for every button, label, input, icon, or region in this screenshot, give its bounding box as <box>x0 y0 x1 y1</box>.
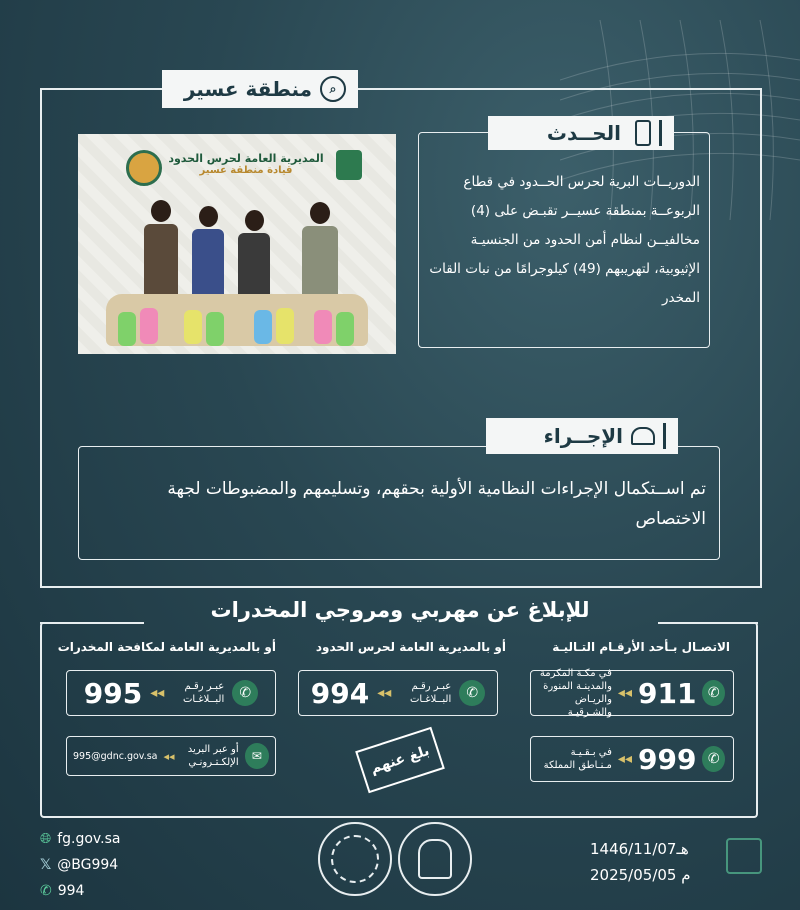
action-heading: الإجــراء <box>543 424 623 448</box>
hotline-999-number: 999 <box>637 742 697 776</box>
alarm-light-icon <box>631 427 655 445</box>
map-search-icon: ⌕ <box>320 76 346 102</box>
photo-banner-line1: المديرية العامة لحرس الحدود <box>168 152 324 165</box>
seized-bundle <box>206 312 224 346</box>
footer-contacts <box>40 826 120 904</box>
hotline-995-card[interactable] <box>66 670 276 716</box>
phone-icon: ✆ <box>702 680 725 706</box>
seized-bundle <box>184 310 202 344</box>
phone-icon: ✆ <box>40 883 52 899</box>
date-gregorian: 2025/05/05 م <box>590 866 691 884</box>
email-card[interactable] <box>66 736 276 776</box>
event-heading-pill <box>488 116 674 150</box>
action-body: تم اســتكمال الإجراءات النظامية الأولية بحقهم، وتسليمهم والمضبوطات لجهة الاختصاص <box>167 479 706 529</box>
hotline-994-number: 994 <box>310 676 370 710</box>
action-heading-pill <box>486 418 678 454</box>
chevron-left-icon: ◂◂ <box>377 685 392 701</box>
website-link[interactable]: fg.gov.sa <box>57 831 121 847</box>
report-frame-top-left <box>40 622 144 624</box>
footer-dates <box>590 836 720 888</box>
chevron-left-icon: ◂◂ <box>617 751 632 767</box>
seized-bundle <box>276 308 294 344</box>
col3-heading: أو بالمديرية العامة لمكافحة المخدرات <box>57 640 276 654</box>
event-body: الدوريــات البرية لحرس الحــدود في قطاع الربوعــة بمنطقة عسيــر تقبـض على (4) مخالفيــن لنظام أمن الحدود من الجنسيـة الإثيوبية، لتهريبهم (49) كيلوجرامًا من نبات القات المخدر <box>429 174 700 306</box>
seized-bundle <box>254 310 272 344</box>
phone-icon: ✆ <box>232 680 258 706</box>
hotline-911-number: 911 <box>637 676 697 710</box>
globe-icon: 🌐︎ <box>40 831 52 847</box>
footer-phone[interactable]: 994 <box>57 883 85 899</box>
hotline-995-number: 995 <box>83 676 143 710</box>
report-stamp-text: بلغ عنهم <box>368 742 432 778</box>
seized-bundle <box>140 308 158 344</box>
banner-emblem-right <box>336 150 362 180</box>
event-heading: الحــدث <box>546 121 621 145</box>
phone-icon: ✆ <box>459 680 485 706</box>
hotline-911-desc: في مكـة المكرمة والمدينـة المنورة والريـاض والشـرقيـة <box>539 668 612 718</box>
hotline-995-desc: عبـر رقـم البــلاغـات <box>182 681 225 705</box>
report-title: للإبلاغ عن مهربي ومروجي المخدرات <box>210 598 590 622</box>
envelope-icon: ✉ <box>245 743 269 769</box>
walkie-talkie-icon <box>635 120 651 146</box>
hotline-911-card[interactable] <box>530 670 734 716</box>
chevron-left-icon: ◂◂ <box>163 749 175 763</box>
seized-bundle <box>314 310 332 344</box>
region-title-pill <box>162 70 358 108</box>
twitter-handle[interactable]: @BG994 <box>57 857 119 873</box>
report-frame-top-right <box>658 622 758 624</box>
chevron-left-icon: ◂◂ <box>617 685 632 701</box>
phone-icon: ✆ <box>702 746 725 772</box>
photo-banner-line2: قيادة منطقة عسير <box>199 165 293 176</box>
seized-bundle <box>336 312 354 346</box>
banner-logo-left <box>126 150 162 186</box>
border-guard-emblem <box>318 822 392 896</box>
hotline-994-desc: عبـر رقـم البــلاغـات <box>409 681 452 705</box>
date-hijri: 1446/11/07هـ <box>590 840 689 858</box>
seizure-photo <box>78 134 396 354</box>
hotline-999-card[interactable] <box>530 736 734 782</box>
hotline-994-card[interactable] <box>298 670 498 716</box>
twitter-row[interactable] <box>40 852 120 878</box>
email-address[interactable]: 995@gdnc.gov.sa <box>73 750 158 762</box>
website-row[interactable] <box>40 826 120 852</box>
email-desc: أو عبر البريد الإلكـتـرونـي <box>187 744 239 768</box>
col1-heading: الاتصـال بـأحد الأرقـام التـاليـة <box>552 640 730 654</box>
phone-row[interactable] <box>40 878 120 904</box>
calendar-icon <box>726 838 762 874</box>
hotline-999-desc: في بـقـيـة مـنـاطق المملكة <box>543 747 612 771</box>
region-title: منطقة عسير <box>183 77 312 101</box>
col2-heading: أو بالمديرية العامة لحرس الحدود <box>315 640 506 654</box>
saudi-emblem <box>398 822 472 896</box>
x-logo-icon: 𝕏 <box>40 857 52 873</box>
chevron-left-icon: ◂◂ <box>150 685 165 701</box>
seized-bundle <box>118 312 136 346</box>
